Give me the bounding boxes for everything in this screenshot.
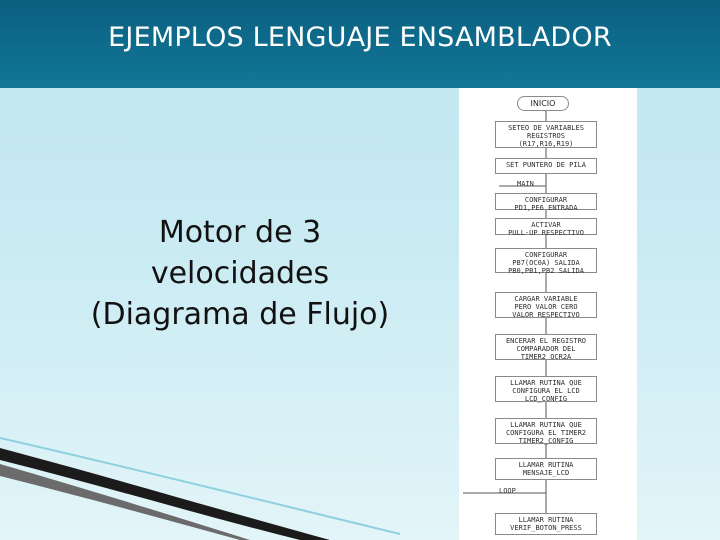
slide-title: EJEMPLOS LENGUAJE ENSAMBLADOR: [108, 22, 612, 53]
flowchart-loop-label: LOOP: [499, 487, 516, 495]
flowchart-box: SETEO DE VARIABLES REGISTROS (R17,R16,R19): [495, 121, 597, 148]
flowchart-start-node: INICIO: [517, 96, 569, 111]
subtitle-line-3: (Diagrama de Flujo): [90, 297, 390, 332]
flowchart-box: LLAMAR RUTINA QUE CONFIGURA EL TIMER2 TIMER2_CONFIG: [495, 418, 597, 444]
subtitle-line-1: Motor de 3: [158, 215, 322, 250]
flowchart-box: ENCERAR EL REGISTRO COMPARADOR DEL TIMER2 OCR2A: [495, 334, 597, 360]
flowchart-box: CONFIGURAR PD1,PE6 ENTRADA: [495, 193, 597, 210]
flowchart-box: LLAMAR RUTINA QUE CONFIGURA EL LCD LCD_CONFIG: [495, 376, 597, 402]
title-bar: [0, 0, 720, 88]
flowchart-box: CARGAR VARIABLE PERO VALOR CERO VALOR RESPECTIVO: [495, 292, 597, 318]
flowchart-box: LLAMAR RUTINA MENSAJE_LCD: [495, 458, 597, 480]
flowchart-box: ACTIVAR PULL-UP RESPECTIVO: [495, 218, 597, 235]
flowchart-box: LLAMAR RUTINA VERIF_BOTON_PRESS: [495, 513, 597, 535]
slide-subtitle: [40, 212, 440, 335]
subtitle-line-2: velocidades: [150, 256, 330, 291]
flowchart-main-label: MAIN: [517, 180, 534, 188]
flowchart-box: CONFIGURAR PB7(OC0A) SALIDA PB0,PB1,PB2 SALIDA: [495, 248, 597, 273]
flowchart-box: SET PUNTERO DE PILA: [495, 158, 597, 174]
decorative-swoosh: [0, 430, 720, 540]
